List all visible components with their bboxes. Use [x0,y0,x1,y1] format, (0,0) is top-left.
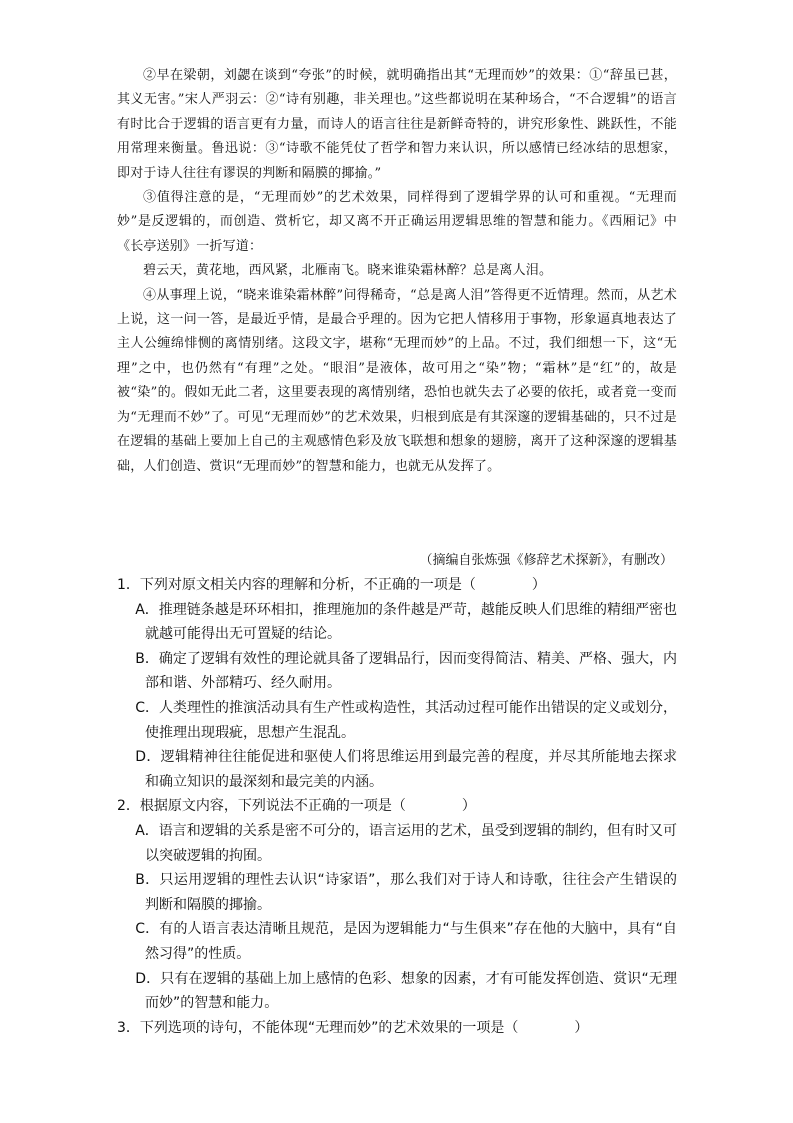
option-b: B．确定了逻辑有效性的理论就具备了逻辑品行，因而变得简洁、精美、严格、强大，内部和谐、外部精巧、经久耐用。 [135,650,677,692]
question-3 [117,1016,677,1041]
option-d: D．只有在逻辑的基础上加上感情的色彩、想象的因素，才有可能发挥创造、赏识“无理而妙”的智慧和能力。 [135,970,677,1012]
passage-verse: 碧云天，黄花地，西风紧，北雁南飞。晓来谁染霜林醉？总是离人泪。 [143,263,553,279]
option-c: C．人类理性的推演活动具有生产性或构造性，其活动过程可能作出错误的定义或划分，使推理出现瑕疵，思想产生混乱。 [135,699,677,741]
option-a: A．语言和逻辑的关系是密不可分的，语言运用的艺术，虽受到逻辑的制约，但有时又可以突破逻辑的拘囿。 [135,822,677,864]
option-d: D．逻辑精神往往能促进和驱使人们将思维运用到最完善的程度，并尽其所能地去探求和确立知识的最深刻和最完美的内涵。 [135,749,677,790]
passage-paragraph-2: ②早在梁朝，刘勰在谈到“夸张”的时候，就明确指出其“无理而妙”的效果：①“辞虽已甚，其义无害。”宋人严羽云：②“诗有别趣，非关理也。”这些都说明在某种场合，“不合逻辑”的语言有时比合于逻辑的语言更有力量，而诗人的语言往往是新鲜奇特的，讲究形象性、跳跃性，不能用常理来衡量。鲁迅说：③“诗歌不能凭仗了哲学和智力来认识，所以感情已经冰结的思想家，即对于诗人往往有谬误的判断和隔膜的揶揄。” [117,68,677,181]
question-stem: 2．根据原文内容，下列说法不正确的一项是（ ） [117,798,476,815]
question-list [117,573,677,1040]
option-a: A．推理链条越是环环相扣，推理施加的条件越是严苛，越能反映人们思维的精细严密也就越可能得出无可置疑的结论。 [135,601,677,643]
reading-passage [117,64,677,479]
passage-source: （摘编自张炼强《修辞艺术探新》，有删改） [419,553,673,568]
passage-paragraph-4: ④从事理上说，“晓来谁染霜林醉”问得稀奇，“总是离人泪”答得更不近情理。然而，从艺术上说，这一问一答，是最近乎情，是最合乎理的。因为它把人情移用于事物，形象逼真地表达了主人公缠绵悱恻的离情别绪。这段文字，堪称“无理而妙”的上品。不过，我们细想一下，这“无理”之中，也仍然有“有理”之处。“眼泪”是液体，故可用之“染”物；“霜林”是“红”的，故是被“染”的。假如无此二者，这里要表现的离情别绪，恐怕也就失去了必要的依托，或者竟一变而为“无理而不妙”了。可见“无理而妙”的艺术效果，归根到底是有其深邃的逻辑基础的，只不过是在逻辑的基础上要加上自己的主观感情色彩及放飞联想和想象的翅膀，离开了这种深邃的逻辑基础，人们创造、赏识“无理而妙”的智慧和能力，也就无从发挥了。 [117,287,677,474]
option-b: B．只运用逻辑的理性去认识“诗家语”，那么我们对于诗人和诗歌，往往会产生错误的判断和隔膜的揶揄。 [135,872,677,913]
question-stem: 1．下列对原文相关内容的理解和分析，不正确的一项是（ ） [117,577,546,593]
option-c: C．有的人语言表达清晰且规范，是因为逻辑能力“与生俱来”存在他的大脑中，具有“自然习得”的性质。 [135,921,677,962]
passage-paragraph-3: ③值得注意的是，“无理而妙”的艺术效果，同样得到了逻辑学界的认可和重视。“无理而妙”是反逻辑的，而创造、赏析它，却又离不开正确运用逻辑思维的智慧和能力。《西厢记》中《长亭送别》一折写道： [117,190,677,254]
question-2 [117,794,677,1015]
question-stem: 3．下列选项的诗句，不能体现“无理而妙”的艺术效果的一项是（ ） [117,1019,589,1036]
question-1 [117,573,677,794]
